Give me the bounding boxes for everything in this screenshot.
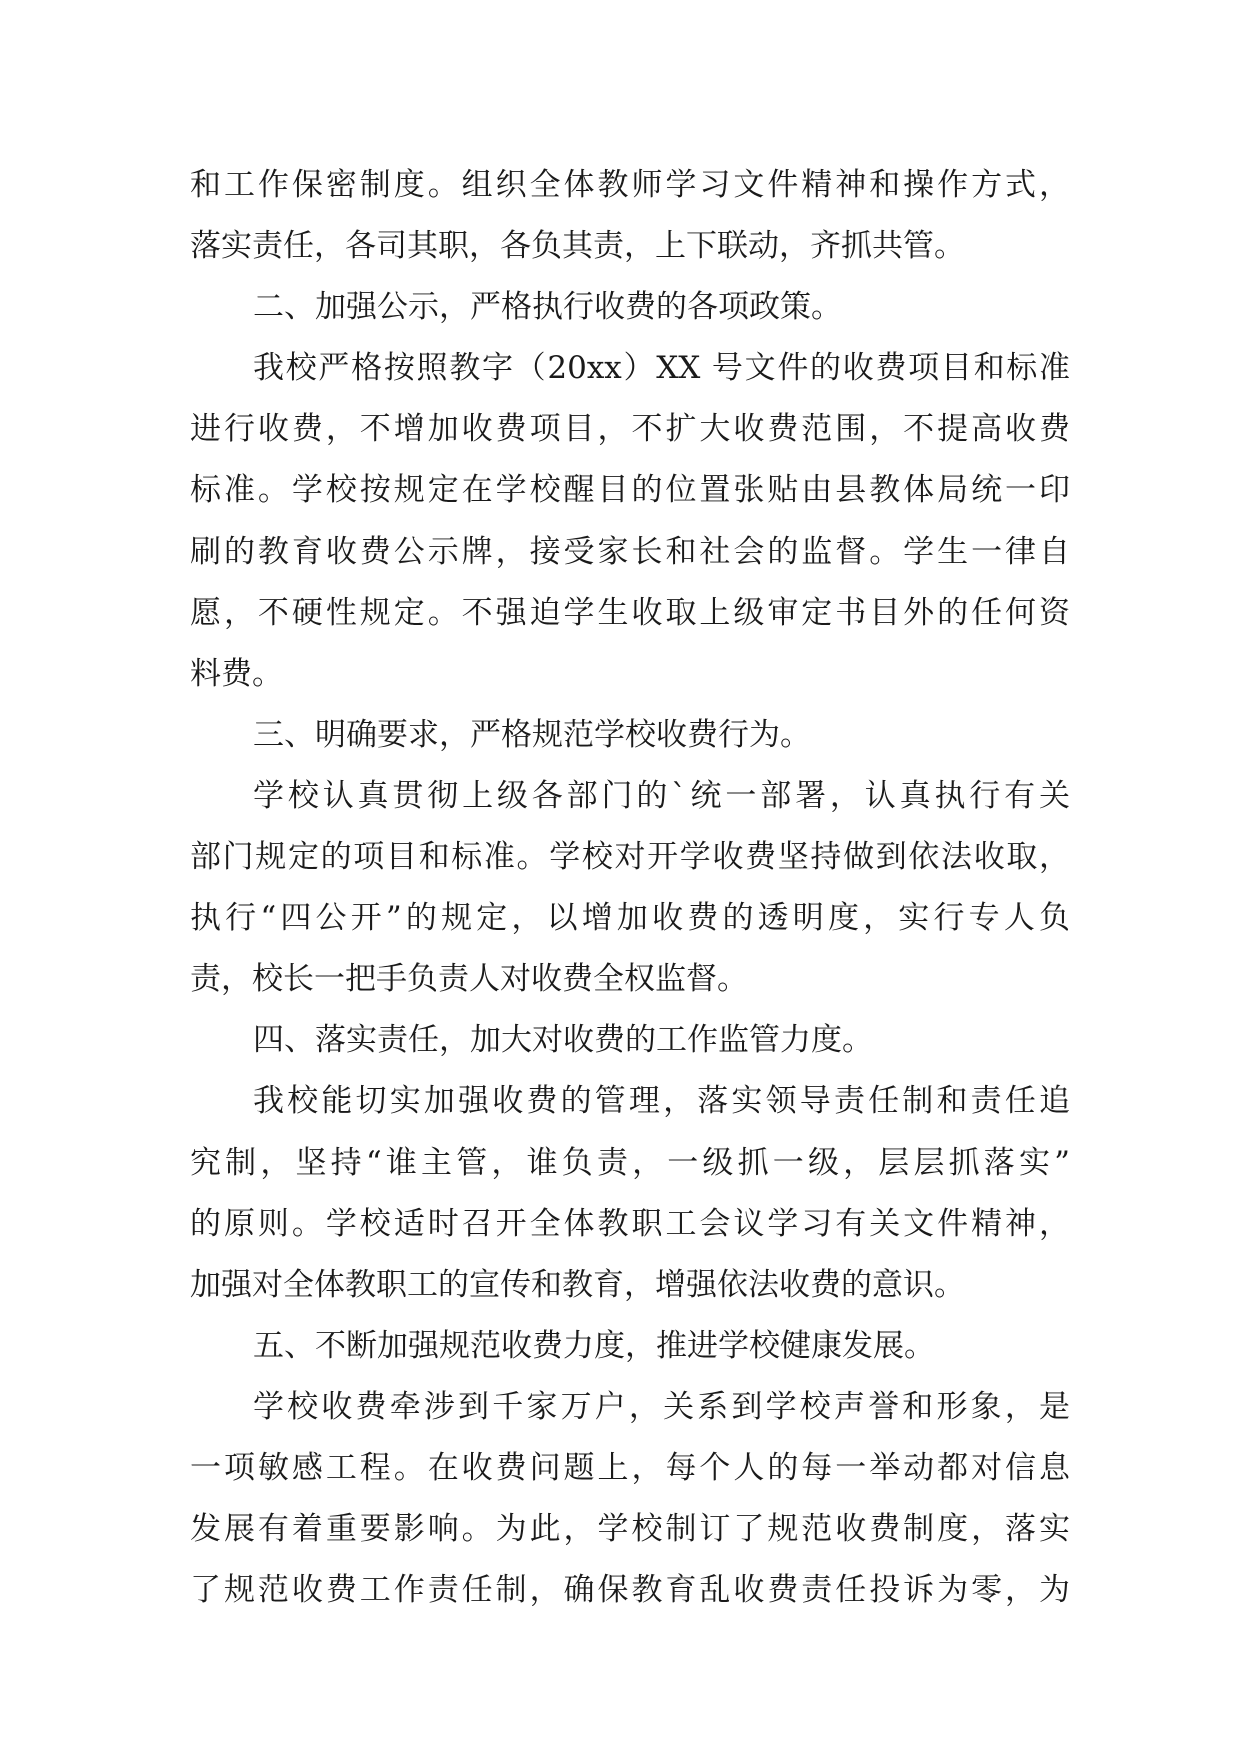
text-line: 一项敏感工程。在收费问题上，每个人的每一举动都对信息 [190,1449,1070,1486]
text-line: 和工作保密制度。组织全体教师学习文件精神和操作方式， [190,167,1070,203]
text-line: 执行“四公开”的规定，以增加收费的透明度，实行专人负 [190,900,1070,937]
text-line: 发展有着重要影响。为此，学校制订了规范收费制度，落实 [190,1511,1070,1548]
text-line: 学校收费牵涉到千家万户，关系到学校声誉和形象，是 [253,1388,1070,1425]
text-line: 究制，坚持“谁主管，谁负责，一级抓一级，层层抓落实” [190,1144,1070,1181]
text-line: 我校严格按照教字（20xx）XX 号文件的收费项目和标准 [253,350,1070,387]
text-line: 了规范收费工作责任制，确保教育乱收费责任投诉为零，为 [190,1572,1070,1609]
body-text [190,155,1070,1621]
text-line: 进行收费，不增加收费项目，不扩大收费范围，不提高收费 [190,411,1070,448]
text-line: 料费。 [190,655,283,692]
text-line: 学校认真贯彻上级各部门的`统一部署，认真执行有关 [253,777,1070,814]
text-line: 四、落实责任，加大对收费的工作监管力度。 [253,1022,873,1059]
text-line: 我校能切实加强收费的管理，落实领导责任制和责任追 [253,1083,1070,1120]
text-line: 二、加强公示，严格执行收费的各项政策。 [253,289,842,326]
text-line: 愿，不硬性规定。不强迫学生收取上级审定书目外的任何资 [190,594,1070,631]
text-line: 责，校长一把手负责人对收费全权监督。 [190,961,748,998]
text-line: 标准。学校按规定在学校醒目的位置张贴由县教体局统一印 [190,472,1070,509]
text-line: 落实责任，各司其职，各负其责，上下联动，齐抓共管。 [190,228,965,265]
text-line: 部门规定的项目和标准。学校对开学收费坚持做到依法收取， [190,839,1070,876]
text-line: 五、不断加强规范收费力度，推进学校健康发展。 [253,1327,935,1364]
text-line: 的原则。学校适时召开全体教职工会议学习有关文件精神， [190,1205,1070,1242]
text-line: 三、明确要求，严格规范学校收费行为。 [253,716,811,753]
text-line: 加强对全体教职工的宣传和教育，增强依法收费的意识。 [190,1266,965,1303]
text-line: 刷的教育收费公示牌，接受家长和社会的监督。学生一律自 [190,533,1070,570]
